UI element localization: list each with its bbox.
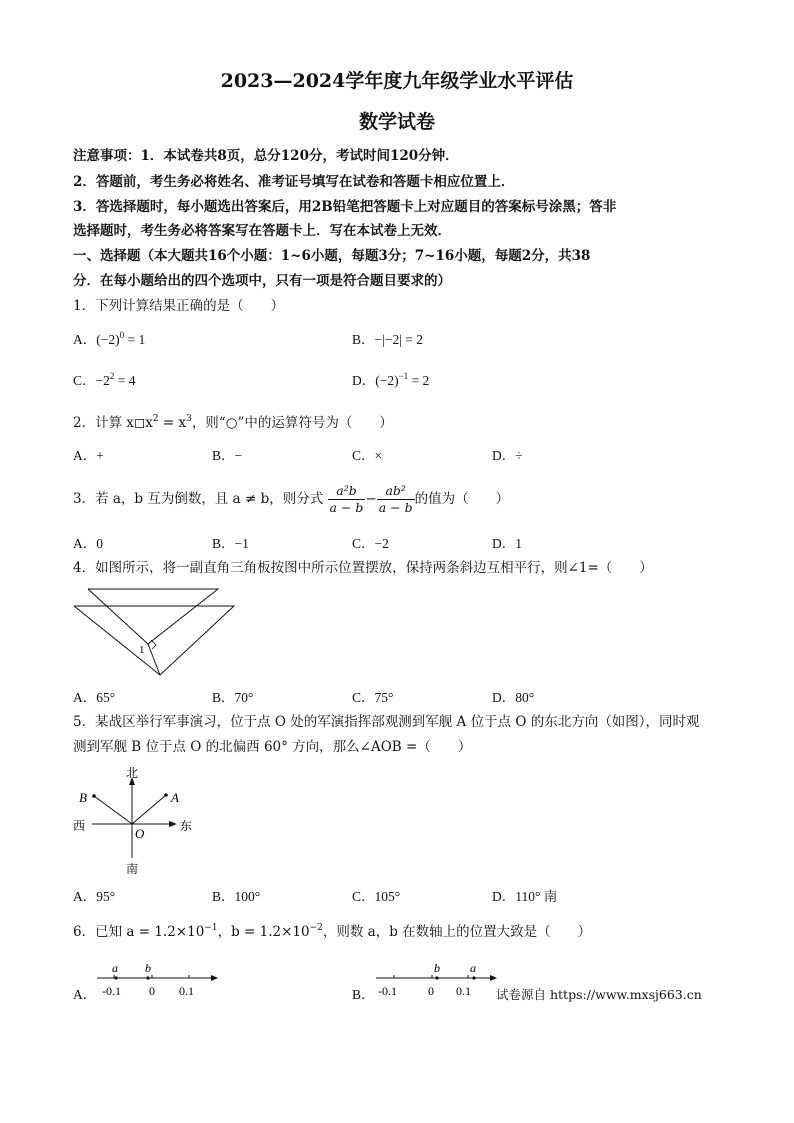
label-o: O <box>135 826 145 841</box>
option-label: C． <box>73 373 96 388</box>
math-exponent: 3 <box>186 414 192 424</box>
math-exponent: 2 <box>152 414 159 424</box>
q3-option-d: D．1 <box>492 536 522 551</box>
q2-option-c: C．× <box>352 448 383 463</box>
stem-text: 3．若 a，b 互为倒数，且 a ≠ b，则分式 <box>73 491 324 507</box>
q4-option-d: D．80° <box>492 690 535 705</box>
axis-arrow <box>211 975 218 981</box>
fraction-denominator: a − b <box>378 500 413 515</box>
stem-text: ，b = 1.2×10 <box>217 924 310 940</box>
math-base: (−2) <box>375 373 399 388</box>
tick-label-neg: -0.1 <box>102 984 121 998</box>
point-b <box>92 794 96 798</box>
option-label: A． <box>73 332 97 347</box>
notice-line-2: 2．答题前，考生务必将姓名、准考证号填写在试卷和答题卡相应位置上． <box>73 174 515 190</box>
point-b <box>435 976 438 979</box>
math-rest: = 2 <box>408 373 430 388</box>
math-rest: = 1 <box>124 332 146 347</box>
tick-label-zero: 0 <box>428 984 434 998</box>
point-a <box>164 793 168 797</box>
notice-line-3a: 3．答选择题时，每小题选出答案后，用2B铅笔把答题卡上对应题目的答案标号涂黑；答非 <box>73 199 617 215</box>
q6-option-b-number-line <box>374 960 499 1002</box>
math-expr: −|−2| = 2 <box>374 332 424 347</box>
stem-text: ，则“○”中的运算符号为（ ） <box>191 415 393 431</box>
source-watermark: 试卷源自 https://www.mxsj663.cn <box>496 987 702 1002</box>
option-label: D． <box>352 373 376 388</box>
q4-option-a: A．65° <box>73 690 116 705</box>
section-heading-line-1: 一、选择题（本大题共16个小题：1~6小题，每题3分；7~16小题，每题2分，共38 <box>73 248 591 264</box>
q2-stem <box>73 414 393 432</box>
stem-text: 的值为（ ） <box>414 491 510 507</box>
q5-option-d: D．110° 南 <box>492 889 558 904</box>
point-b <box>146 976 149 979</box>
angle-label-1: 1 <box>139 644 145 656</box>
q3-option-c: C．−2 <box>352 536 389 551</box>
exam-subtitle: 数学试卷 <box>358 111 435 133</box>
q6-option-a-number-line <box>95 960 220 1002</box>
fraction-2 <box>377 483 415 516</box>
q5-stem-line-2: 测到军舰 B 位于点 O 的北偏西 60° 方向，那么∠AOB =（ ） <box>73 739 472 755</box>
tick-label-pos: 0.1 <box>179 984 194 998</box>
fraction-numerator: a²b <box>328 483 366 500</box>
q3-option-a: A．0 <box>73 536 103 551</box>
label-b: b <box>434 961 440 975</box>
q2-option-a: A．+ <box>73 448 104 463</box>
math-exponent: −1 <box>204 923 218 933</box>
ray-oa <box>132 795 166 824</box>
q1-option-d <box>352 372 429 390</box>
tick-label-pos: 0.1 <box>456 984 471 998</box>
label-north: 北 <box>126 766 139 780</box>
q2-option-b: B．− <box>212 448 243 463</box>
q6-option-a-label: A． <box>73 987 97 1002</box>
math-base: (−2) <box>96 332 120 347</box>
q5-option-a: A．95° <box>73 889 116 904</box>
q6-stem <box>73 923 591 941</box>
math-exponent: 2 <box>109 371 115 381</box>
ray-ob <box>94 796 132 824</box>
q5-option-b: B．100° <box>212 889 261 904</box>
fraction-denominator: a − b <box>329 500 364 515</box>
label-a: A <box>171 790 179 805</box>
section-heading-line-2: 分．在每小题给出的四个选项中，只有一项是符合题目要求的） <box>73 273 451 289</box>
math-exponent: −1 <box>398 371 409 381</box>
fraction-numerator: ab² <box>377 483 415 500</box>
stem-text: 2．计算 x◻x <box>73 415 153 431</box>
q1-option-c <box>73 372 136 390</box>
label-b: B <box>79 790 87 805</box>
q4-triangles-figure <box>70 582 240 682</box>
minus-sign: − <box>365 491 377 507</box>
exam-title: 2023—2024学年度九年级学业水平评估 <box>220 70 574 92</box>
q1-option-b <box>352 331 423 349</box>
point-a <box>472 976 475 979</box>
axis-arrow <box>490 975 497 981</box>
east-arrow <box>169 821 177 827</box>
q5-option-c: C．105° <box>352 889 401 904</box>
q5-stem-line-1: 5．某战区举行军事演习，位于点 O 处的军演指挥部观测到军舰 A 位于点 O 的东北方向（如图），同时观 <box>73 714 700 730</box>
q2-option-d: D．÷ <box>492 448 523 463</box>
upper-triangle <box>88 589 218 644</box>
stem-text: = x <box>158 415 187 431</box>
math-rest: = 4 <box>114 373 136 388</box>
q4-option-b: B．70° <box>212 690 254 705</box>
notice-line-1: 注意事项：1．本试卷共8页，总分120分，考试时间120分钟． <box>73 148 459 164</box>
math-base: −2 <box>95 373 110 388</box>
q1-stem: 1．下列计算结果正确的是（ ） <box>73 298 285 314</box>
q3-stem <box>73 481 509 517</box>
stem-text: 6．已知 a = 1.2×10 <box>73 924 205 940</box>
notice-line-3b: 选择题时，考生务必将答案写在答题卡上．写在本试卷上无效． <box>73 223 451 239</box>
label-west: 西 <box>73 819 86 833</box>
tick-label-neg: -0.1 <box>378 984 397 998</box>
tick-label-zero: 0 <box>149 984 155 998</box>
stem-text: ，则数 a，b 在数轴上的位置大致是（ ） <box>322 924 592 940</box>
option-label: B． <box>352 332 375 347</box>
q1-option-a <box>73 331 145 349</box>
q3-option-b: B．−1 <box>212 536 249 551</box>
q4-option-c: C．75° <box>352 690 394 705</box>
q5-compass-figure <box>70 764 210 879</box>
lower-triangle <box>74 606 234 675</box>
label-a: a <box>112 961 118 975</box>
math-exponent: −2 <box>309 923 323 933</box>
label-south: 南 <box>126 862 139 876</box>
label-a: a <box>470 961 476 975</box>
q4-stem: 4．如图所示，将一副直角三角板按图中所示位置摆放，保持两条斜边互相平行，则∠1=（ ） <box>73 560 653 576</box>
point-a <box>114 976 117 979</box>
label-b: b <box>145 961 151 975</box>
math-exponent: 0 <box>119 330 125 340</box>
label-east: 东 <box>180 819 193 833</box>
fraction-1 <box>328 483 366 516</box>
q6-option-b-label: B． <box>352 987 375 1002</box>
